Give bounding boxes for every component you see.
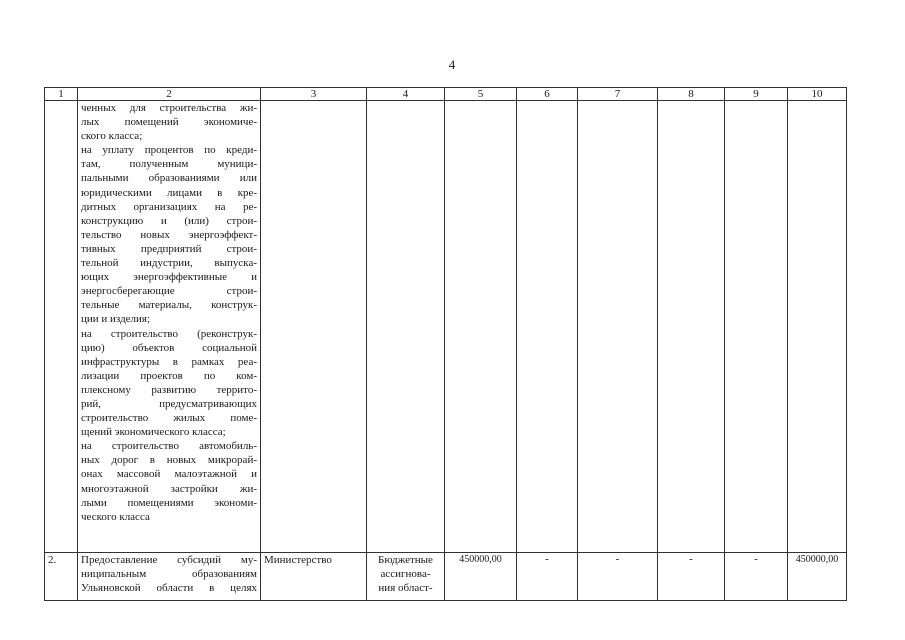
- description-line: ции и изделия;: [81, 313, 151, 326]
- total-cell: 450000,00: [788, 553, 847, 601]
- year-cell: -: [658, 553, 725, 601]
- description-line: тельной индустрии, выпуска-: [81, 257, 257, 270]
- column-number-row: [45, 88, 847, 101]
- year-cell: [578, 101, 658, 553]
- description-cell: [78, 553, 261, 601]
- description-line: ниципальным образованиям: [81, 568, 257, 581]
- table-row: [45, 553, 847, 601]
- source-line: Бюджетные: [378, 554, 433, 566]
- description-line: там, полученным муници-: [81, 158, 257, 171]
- description-line: на уплату процентов по креди-: [81, 144, 257, 157]
- total-cell: 450000,00: [445, 553, 517, 601]
- index-cell: [45, 101, 78, 553]
- column-header: 8: [658, 88, 725, 101]
- description-line: тельные материалы, конструк-: [81, 299, 257, 312]
- column-header: 7: [578, 88, 658, 101]
- description-line: плексному развитию террито-: [81, 383, 257, 396]
- description-line: тельство новых энергоэффект-: [81, 228, 257, 241]
- column-header: 5: [445, 88, 517, 101]
- description-line: Ульяновской области в целях: [81, 582, 257, 595]
- description-line: инфраструктуры в рамках реа-: [81, 355, 257, 368]
- row-index: 2.: [45, 553, 78, 601]
- source-cell: [367, 553, 445, 601]
- description-line: лизации проектов по ком-: [81, 369, 257, 382]
- description-line: щений экономического класса;: [81, 426, 226, 439]
- description-line: на строительство (реконструк-: [81, 327, 257, 340]
- year-cell: -: [578, 553, 658, 601]
- description-line: тивных предприятий строи-: [81, 242, 257, 255]
- description-line: цию) объектов социальной: [81, 341, 257, 354]
- year-cell: -: [517, 553, 578, 601]
- year-cell: [788, 101, 847, 553]
- year-cell: [517, 101, 578, 553]
- table-row: [45, 101, 847, 553]
- description-line: рий, предусматривающих: [81, 397, 257, 410]
- description-line: ческого класса: [81, 510, 150, 523]
- description-line: ченных для строительства жи-: [81, 102, 257, 114]
- description-line: на строительство автомобиль-: [81, 440, 257, 453]
- source-line: ассигнова-: [380, 568, 431, 580]
- year-cell: -: [725, 553, 788, 601]
- description-line: лых помещений экономиче-: [81, 116, 257, 129]
- description-line: лыми помещениями экономи-: [81, 496, 257, 509]
- description-line: пальными образованиями или: [81, 172, 257, 185]
- column-header: 3: [261, 88, 367, 101]
- description-line: юридическими лицами в кре-: [81, 186, 257, 199]
- year-cell: [725, 101, 788, 553]
- description-line: ющих энергоэффективные и: [81, 271, 257, 284]
- column-header: 6: [517, 88, 578, 101]
- description-line: ского класса;: [81, 130, 143, 143]
- description-line: ных дорог в новых микрорай-: [81, 454, 257, 467]
- source-line: ния област-: [378, 582, 433, 594]
- column-header: 10: [788, 88, 847, 101]
- description-line: дитных организациях на ре-: [81, 200, 257, 213]
- description-line: онах массовой малоэтажной и: [81, 468, 257, 481]
- page-number: 4: [448, 57, 456, 72]
- source-cell: [367, 101, 445, 553]
- description-line: конструкцию и (или) строи-: [81, 214, 257, 227]
- description-line: многоэтажной застройки жи-: [81, 482, 257, 495]
- description-line: энергосберегающие строи-: [81, 285, 257, 298]
- executor-cell: [261, 101, 367, 553]
- executor-cell: Министерство: [261, 553, 367, 601]
- column-header: 4: [367, 88, 445, 101]
- description-line: Предоставление субсидий му-: [81, 554, 257, 566]
- year-cell: [658, 101, 725, 553]
- column-header: 2: [78, 88, 261, 101]
- description-line: строительство жилых поме-: [81, 412, 257, 425]
- description-cell: [78, 101, 261, 553]
- column-header: 9: [725, 88, 788, 101]
- column-header: 1: [45, 88, 78, 101]
- total-cell: [445, 101, 517, 553]
- program-table: [44, 87, 847, 601]
